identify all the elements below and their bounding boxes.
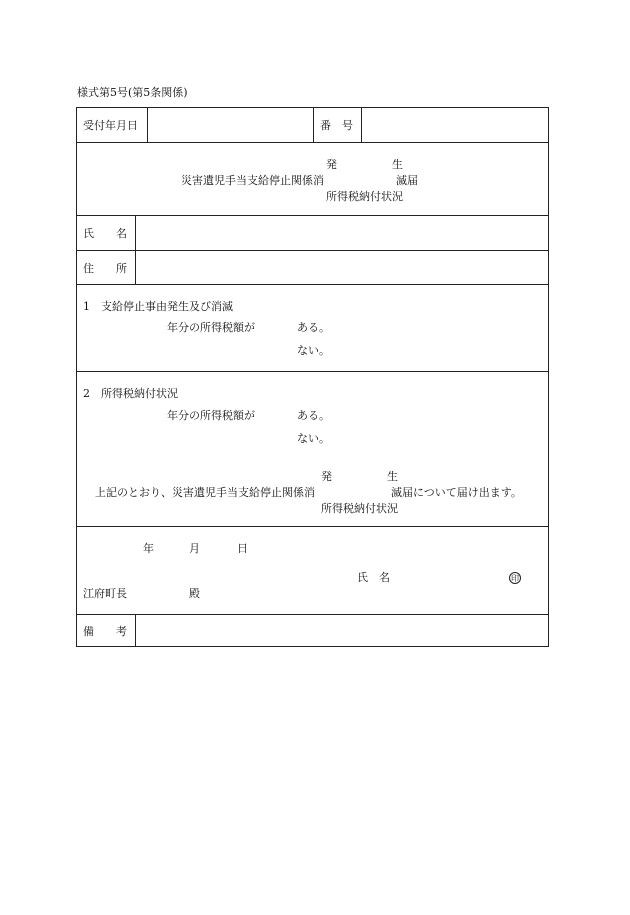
column-divider [147,108,148,142]
remarks-label: 備 考 [83,625,127,638]
date-year-label: 年 [143,542,154,555]
row-divider [77,526,548,527]
title-main: 災害遺児手当支給停止関係消 [181,174,324,187]
date-day-label: 日 [237,542,248,555]
column-divider [135,614,136,647]
application-form [76,107,549,647]
address-field[interactable] [137,251,548,283]
applicant-name-label: 氏 名 [357,571,390,584]
section2-option-yes[interactable]: ある。 [297,409,330,422]
declaration-tax-status: 所得税納付状況 [321,502,398,515]
seal-mark: 印 [511,574,519,583]
declaration-main: 上記のとおり、災害遺児手当支給停止関係消 [95,486,315,499]
addressee: 江府町長 [83,587,127,600]
number-label: 番 号 [320,119,353,132]
section2-heading: 2 所得税納付状況 [83,387,178,400]
row-divider [77,371,548,372]
section1-income-tax-phrase: 年分の所得税額が [167,321,255,334]
section1-option-yes[interactable]: ある。 [297,321,330,334]
section1-heading: 1 支給停止事由発生及び消滅 [83,300,233,313]
column-divider [313,108,314,142]
section2-option-no[interactable]: ない。 [297,432,330,445]
date-month-label: 月 [189,542,200,555]
row-divider [77,284,548,285]
row-divider [77,142,548,143]
declaration-suffix: 滅届について届け出ます。 [391,486,522,499]
section2-income-tax-phrase: 年分の所得税額が [167,409,255,422]
column-divider [135,215,136,284]
address-label: 住 所 [83,262,127,275]
title-occurrence: 発 生 [326,158,403,171]
receipt-date-field[interactable] [149,109,312,141]
receipt-date-label: 受付年月日 [83,119,138,132]
remarks-field[interactable] [137,615,548,646]
section1-option-no[interactable]: ない。 [297,344,330,357]
title-tax-status: 所得税納付状況 [326,190,403,203]
number-field[interactable] [363,109,548,141]
name-field[interactable] [137,216,548,249]
name-label: 氏 名 [83,227,127,240]
form-caption: 様式第5号(第5条関係) [77,86,188,99]
title-suffix: 滅届 [396,174,418,187]
declaration-occurrence: 発 生 [321,470,398,483]
honorific: 殿 [189,587,200,600]
column-divider [361,108,362,142]
